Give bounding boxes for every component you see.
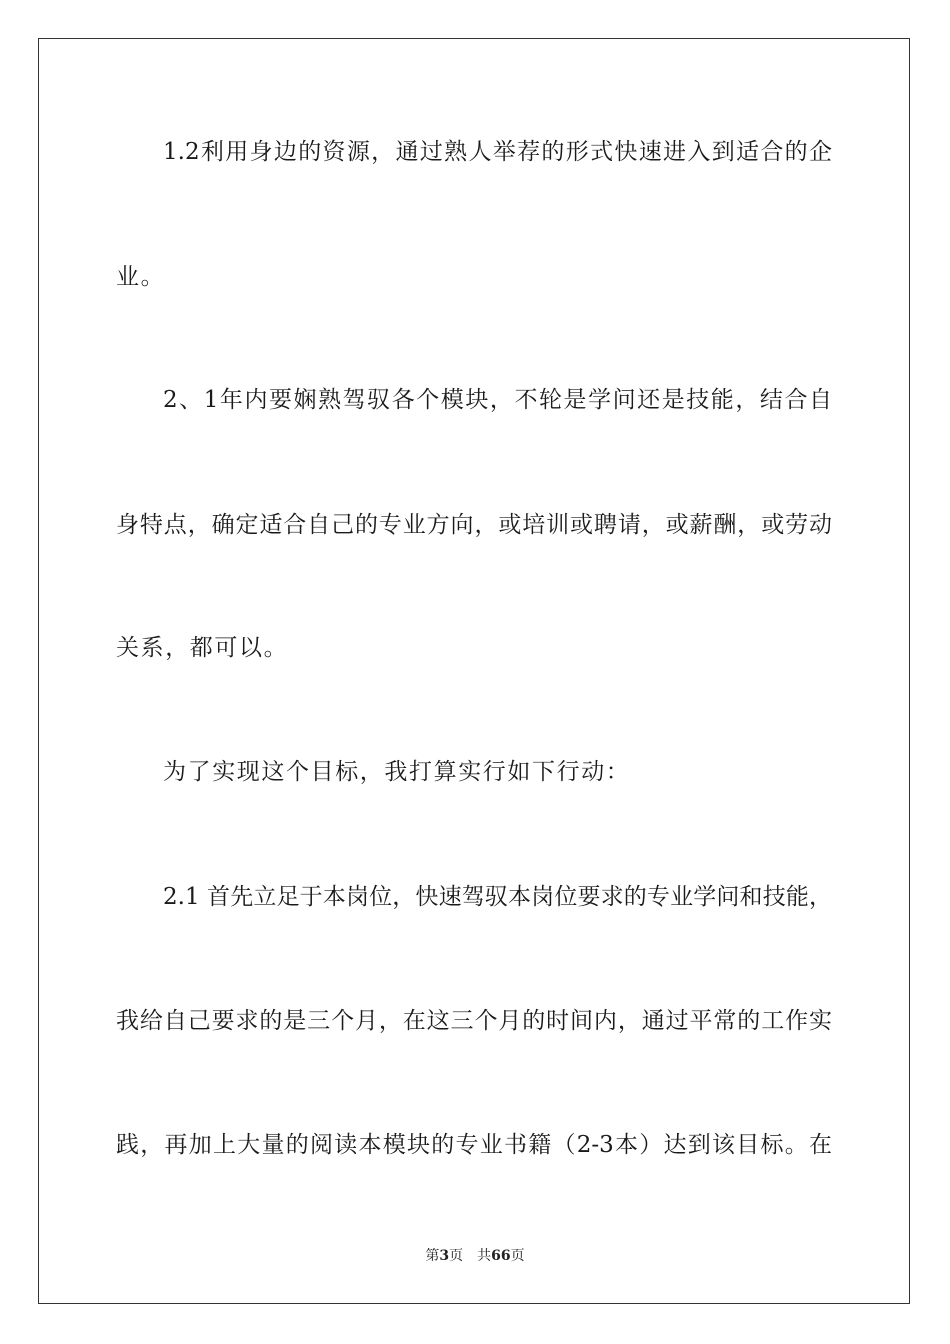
footer-total-prefix: 共 bbox=[477, 1248, 492, 1264]
paragraph-line-7: 2.1 首先立足于本岗位，快速驾驭本岗位要求的专业学问和技能， bbox=[163, 884, 832, 910]
page-footer bbox=[0, 1247, 950, 1265]
paragraph-line-4: 身特点，确定适合自己的专业方向，或培训或聘请，或薪酬，或劳动 bbox=[116, 512, 832, 538]
page-border bbox=[38, 38, 910, 1304]
footer-total-suffix: 页 bbox=[510, 1248, 525, 1264]
footer-page-suffix: 页 bbox=[449, 1248, 464, 1264]
paragraph-line-3: 2、1年内要娴熟驾驭各个模块，不轮是学问还是技能，结合自 bbox=[163, 387, 832, 413]
footer-page-number: 3 bbox=[439, 1248, 450, 1264]
footer-page-prefix: 第 bbox=[425, 1248, 440, 1264]
paragraph-line-1: 1.2利用身边的资源，通过熟人举荐的形式快速进入到适合的企 bbox=[163, 139, 832, 165]
paragraph-line-5: 关系，都可以。 bbox=[116, 635, 289, 661]
paragraph-line-8: 我给自己要求的是三个月，在这三个月的时间内，通过平常的工作实 bbox=[116, 1008, 832, 1034]
paragraph-line-6: 为了实现这个目标，我打算实行如下行动： bbox=[163, 759, 631, 785]
paragraph-line-9: 践，再加上大量的阅读本模块的专业书籍（2-3本）达到该目标。在 bbox=[116, 1132, 832, 1158]
footer-total-pages: 66 bbox=[491, 1248, 511, 1264]
paragraph-line-2: 业。 bbox=[116, 264, 166, 290]
